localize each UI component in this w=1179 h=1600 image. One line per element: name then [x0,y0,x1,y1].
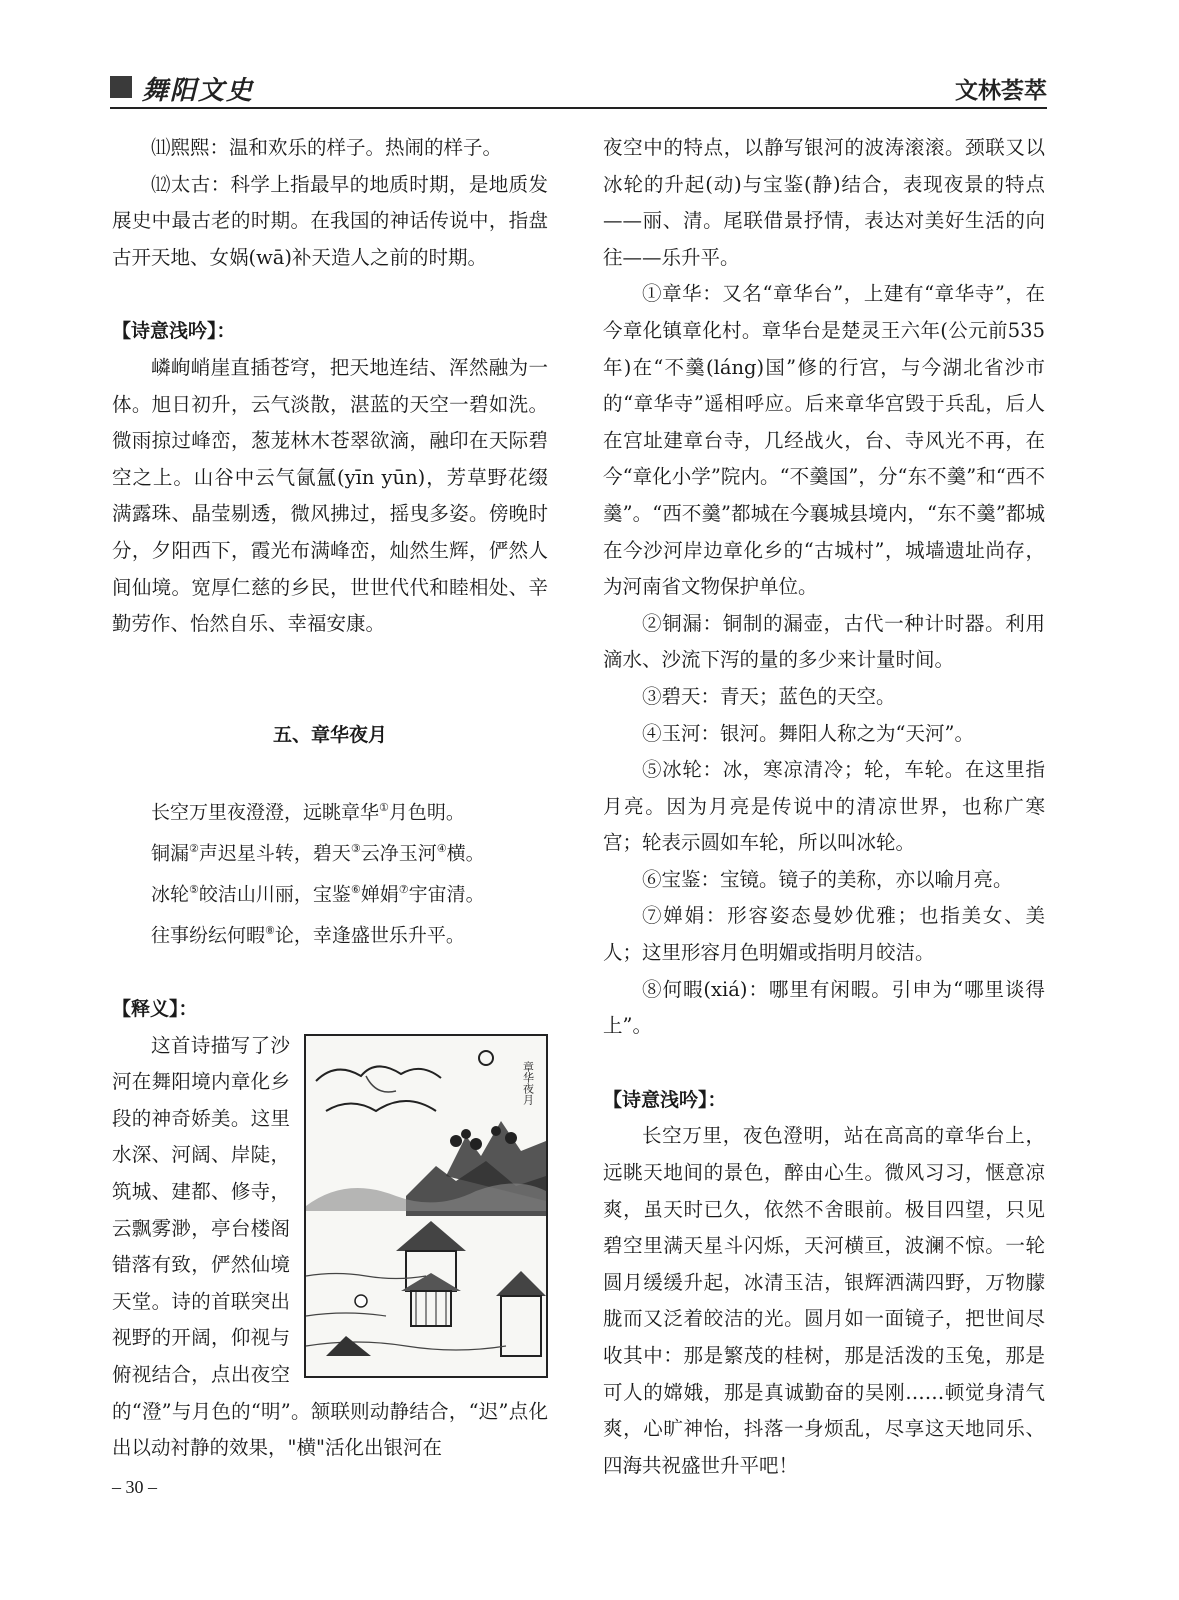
spacer [603,1045,1045,1082]
note-6: ⑥宝鉴：宝镜。镜子的美称，亦以喻月亮。 [642,867,1013,891]
page-header [110,70,1047,108]
poem-line: 铜漏②声迟星斗转，碧天③云净玉河④横。 [151,842,485,865]
explanation-with-illustration [112,1028,548,1467]
spacer [112,276,548,313]
poetic-reading-paragraph-2: 长空万里，夜色澄明，站在高高的章华台上，远眺天地间的景色，醉由心生。微风习习，惬意凉爽，虽天时已久，依然不舍眼前。极目四望，只见碧空里满天星斗闪烁，天河横亘，波澜不惊。一轮圆月缓缓升起，冰清玉洁，银辉洒满四野，万物朦胧而又泛着皎洁的光。圆月如一面镜子，把世间尽收其中：那是繁茂的桂树，那是活泼的玉兔，那是可人的嫦娥，那是真诚勤奋的吴刚……顿觉身清气爽，心旷神怡，抖落一身烦乱，尽享这天地同乐、四海共祝盛世升平吧！ [603,1124,1045,1477]
note-2: ②铜漏：铜制的漏壶，古代一种计时器。利用滴水、沙流下泻的量的多少来计量时间。 [603,611,1045,672]
journal-title: 舞阳文史 [142,76,255,106]
poetic-reading-paragraph: 嶙峋峭崖直插苍穹，把天地连结、浑然融为一体。旭日初升，云气淡散，湛蓝的天空一碧如洗。微雨掠过峰峦，葱茏林木苍翠欲滴，融印在天际碧空之上。山谷中云气氤氲(yīn yūn)，芳草野花缀满露珠、晶莹剔透，微风拂过，摇曳多姿。傍晚时分，夕阳西下，霞光布满峰峦，灿然生辉，俨然人间仙境。宽厚仁慈的乡民，世世代代和睦相处、辛勤劳作、怡然自乐、幸福安康。 [112,355,548,636]
poem-line: 往事纷纭何暇⑧论，幸逢盛世乐升平。 [151,924,465,947]
landscape-woodcut-image [306,1036,546,1376]
poem-line: 长空万里夜澄澄，远眺章华①月色明。 [151,801,465,824]
note-11: ⑾熙熙：温和欢乐的样子。热闹的样子。 [151,136,503,159]
note-4: ④玉河：银河。舞阳人称之为“天河”。 [642,721,974,745]
note-7: ⑦婵娟：形容姿态曼妙优雅；也指美女、美人；这里形容月色明媚或指明月皎洁。 [603,904,1045,965]
spacer [112,753,548,790]
header-rule [110,107,1047,109]
poem-body [112,790,548,954]
note-1: ①章华：又名“章华台”，上建有“章华寺”，在今章化镇章化村。章华台是楚灵王六年(公元前535年)在“不羹(láng)国”修的行宫，与今湖北省沙市的“章华寺”遥相呼应。后来章华宫毁于兵乱，后人在宫址建章台寺，几经战火，台、寺风光不再，在今“章化小学”院内。“不羹国”，分“东不羹”和“西不羹”。“西不羹”都城在今襄城县境内，“东不羹”都城在今沙河岸边章化乡的“古城村”，城墙遗址尚存，为河南省文物保护单位。 [603,282,1045,599]
section-heading-poetic-reading: 【诗意浅吟】： [112,320,236,343]
right-column [603,130,1045,1484]
poem-title: 五、章华夜月 [272,723,387,746]
note-3: ③碧天：青天；蓝色的天空。 [642,684,896,708]
spacer [112,954,548,991]
woodcut-illustration [304,1034,548,1378]
section-heading-poetic-reading-2: 【诗意浅吟】： [603,1088,727,1111]
page-number: – 30 – [112,1477,157,1497]
note-5: ⑤冰轮：冰，寒凉清冷；轮，车轮。在这里指月亮。因为月亮是传说中的清凉世界，也称广寒宫；轮表示圆如车轮，所以叫冰轮。 [603,758,1045,855]
poem-line: 冰轮⑤皎洁山川丽，宝鉴⑥婵娟⑦宇宙清。 [151,883,485,906]
left-column [112,130,548,1467]
section-title: 文林荟萃 [955,78,1047,104]
explanation-continued: 夜空中的特点，以静写银河的波涛滚滚。颈联又以冰轮的升起(动)与宝鉴(静)结合，表现夜景的特点——丽、清。尾联借景抒情，表达对美好生活的向往——乐升平。 [603,136,1045,269]
header-square-mark [110,76,132,98]
illustration-caption: 章华夜月 [521,1060,535,1105]
section-heading-explanation: 【释义】： [112,998,198,1020]
note-8: ⑧何暇(xiá)：哪里有闲暇。引申为“哪里谈得上”。 [603,977,1045,1038]
explanation-paragraph: 这首诗描写了沙河在舞阳境内章化乡段的神奇娇美。这里水深、河阔、岸陡，筑城、建都、修寺，云飘雾渺，亭台楼阁错落有致，俨然仙境天堂。诗的首联突出视野的开阔，仰视与俯视结合，点出夜空的“澄”与月色的“明”。颔联则动静结合，“迟”点化出以动衬静的效果，"横"活化出银河在 [112,1033,548,1460]
spacer [112,643,548,717]
note-12: ⑿太古：科学上指最早的地质时期，是地质发展史中最古老的时期。在我国的神话传说中，指盘古开天地、女娲(wā)补天造人之前的时期。 [112,172,548,269]
